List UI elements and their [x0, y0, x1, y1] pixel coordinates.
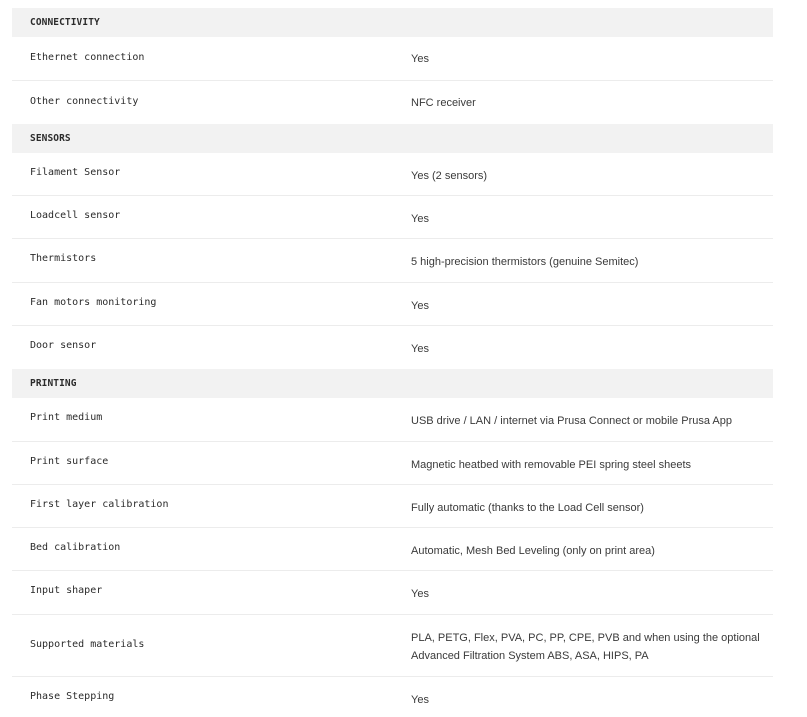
spec-value: Automatic, Mesh Bed Leveling (only on print area) — [411, 545, 655, 557]
spec-row-ethernet-connection — [12, 37, 773, 81]
spec-row-bed-calibration — [12, 528, 773, 571]
spec-value: Fully automatic (thanks to the Load Cell sensor) — [411, 502, 644, 514]
spec-label: Print medium — [30, 412, 103, 423]
section-title: CONNECTIVITY — [30, 17, 100, 28]
spec-row-print-surface — [12, 442, 773, 485]
spec-label: Thermistors — [30, 253, 97, 264]
spec-row-phase-stepping — [12, 677, 773, 717]
spec-label: Input shaper — [30, 585, 103, 596]
spec-label: Fan motors monitoring — [30, 297, 157, 308]
spec-label: Filament Sensor — [30, 167, 121, 178]
spec-value: 5 high-precision thermistors (genuine Semitec) — [411, 256, 639, 268]
section-header-sensors — [12, 124, 773, 153]
spec-row-door-sensor — [12, 326, 773, 369]
spec-value: Yes — [411, 694, 429, 706]
spec-value: Yes — [411, 343, 429, 355]
spec-row-thermistors — [12, 239, 773, 283]
spec-row-supported-materials — [12, 615, 773, 677]
spec-row-input-shaper — [12, 571, 773, 615]
spec-value: Yes — [411, 213, 429, 225]
spec-row-other-connectivity — [12, 81, 773, 124]
spec-value: Magnetic heatbed with removable PEI spring steel sheets — [411, 459, 692, 471]
spec-value: NFC receiver — [411, 97, 476, 109]
spec-row-fan-motors-monitoring — [12, 283, 773, 326]
spec-row-loadcell-sensor — [12, 196, 773, 239]
section-title: SENSORS — [30, 133, 71, 144]
spec-label: Bed calibration — [30, 542, 121, 553]
spec-label: Phase Stepping — [30, 691, 115, 702]
spec-label: Print surface — [30, 456, 109, 467]
spec-value: Yes — [411, 53, 429, 65]
spec-value: PLA, PETG, Flex, PVA, PC, PP, CPE, PVB and when using the optional Advanced Filtration System ABS, ASA, HIPS, PA — [411, 632, 760, 662]
section-title: PRINTING — [30, 378, 77, 389]
spec-row-filament-sensor — [12, 153, 773, 196]
spec-label: Loadcell sensor — [30, 210, 121, 221]
spec-row-print-medium — [12, 398, 773, 442]
spec-label: Door sensor — [30, 340, 97, 351]
spec-label: First layer calibration — [30, 499, 169, 510]
spec-value: Yes — [411, 300, 429, 312]
specifications-table — [12, 8, 773, 717]
section-header-printing — [12, 369, 773, 398]
spec-row-first-layer-calibration — [12, 485, 773, 528]
spec-value: USB drive / LAN / internet via Prusa Connect or mobile Prusa App — [411, 415, 732, 427]
spec-value: Yes — [411, 588, 429, 600]
spec-label: Other connectivity — [30, 96, 139, 107]
spec-label: Supported materials — [30, 639, 145, 650]
section-header-connectivity — [12, 8, 773, 37]
spec-value: Yes (2 sensors) — [411, 170, 488, 182]
spec-label: Ethernet connection — [30, 52, 145, 63]
